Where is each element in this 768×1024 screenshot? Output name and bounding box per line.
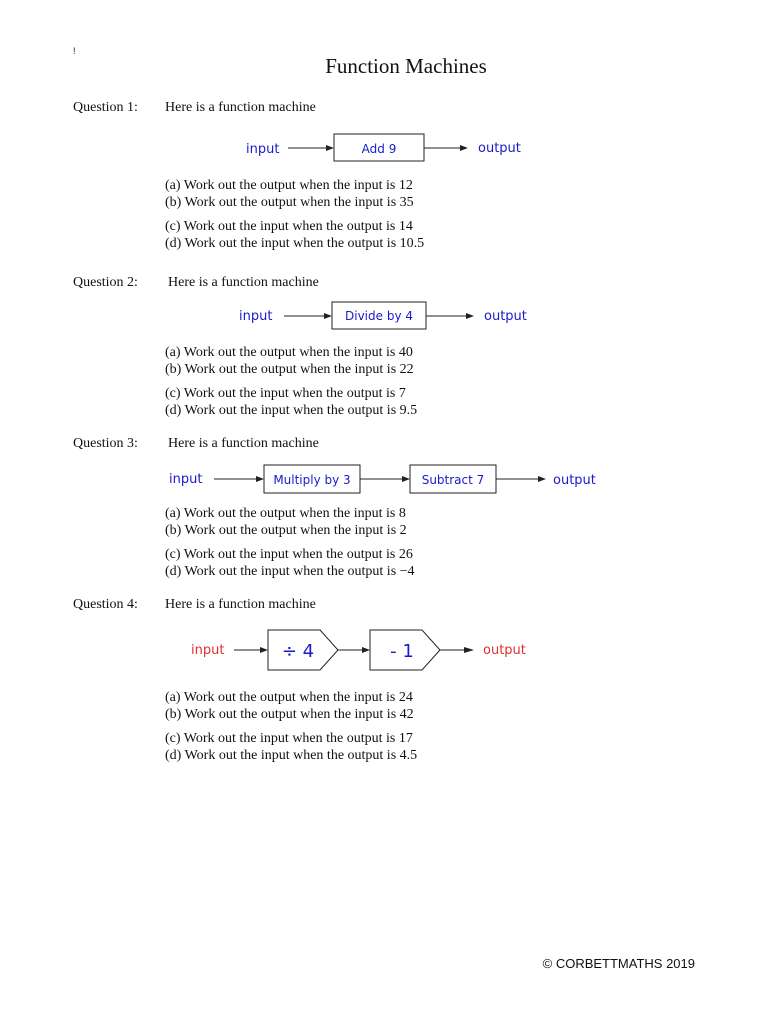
machine-input-label: input (191, 643, 225, 658)
arrow-head (362, 647, 370, 653)
question-intro: Here is a function machine (165, 100, 316, 115)
part-d: (d) Work out the input when the output is 9.5 (165, 403, 418, 418)
arrow-head (256, 476, 264, 482)
question-parts (165, 689, 417, 764)
part-b: (b) Work out the output when the input is 22 (165, 362, 414, 377)
part-d: (d) Work out the input when the output is 4.5 (165, 748, 418, 763)
machine-box-label: Add 9 (361, 142, 397, 156)
question-parts (165, 177, 424, 252)
function-machine-diagram (0, 125, 768, 185)
function-machine-diagram (0, 295, 768, 345)
arrow-head (402, 476, 410, 482)
part-c: (c) Work out the input when the output is 14 (165, 219, 413, 234)
part-a: (a) Work out the output when the input is 12 (165, 178, 413, 193)
question-intro: Here is a function machine (168, 436, 319, 451)
part-c: (c) Work out the input when the output is 7 (165, 386, 406, 401)
part-b: (b) Work out the output when the input is 2 (165, 523, 407, 538)
machine-box-label: Divide by 4 (345, 309, 413, 323)
machine-output-label: output (553, 473, 596, 488)
machine-box-label: Multiply by 3 (273, 473, 351, 487)
page-mark: ! (73, 46, 76, 56)
part-c: (c) Work out the input when the output is 26 (165, 547, 413, 562)
machine-box-label: ÷ 4 (281, 641, 315, 662)
machine-box-label: Subtract 7 (421, 473, 485, 487)
part-b: (b) Work out the output when the input is 42 (165, 707, 414, 722)
arrow-head (326, 145, 334, 151)
arrow-head (260, 647, 268, 653)
arrow-head (460, 145, 468, 151)
machine-input-label: input (239, 309, 273, 324)
page-title: Function Machines (325, 54, 487, 78)
arrow-head (466, 313, 474, 319)
question-label: Question 2: (73, 275, 138, 290)
function-machine-diagram (0, 457, 768, 507)
machine-input-label: input (246, 142, 280, 157)
question-label: Question 4: (73, 597, 138, 612)
part-c: (c) Work out the input when the output is 17 (165, 731, 413, 746)
arrow-head (464, 647, 474, 653)
machine-box-label: - 1 (390, 641, 414, 662)
part-a: (a) Work out the output when the input is 40 (165, 345, 413, 360)
question-parts (165, 344, 417, 419)
machine-input-label: input (169, 472, 203, 487)
part-a: (a) Work out the output when the input is 8 (165, 506, 406, 521)
machine-output-label: output (483, 643, 526, 658)
machine-output-label: output (478, 141, 521, 156)
question-intro: Here is a function machine (165, 597, 316, 612)
question-label: Question 3: (73, 436, 138, 451)
part-a: (a) Work out the output when the input is 24 (165, 690, 413, 705)
question-intro: Here is a function machine (168, 275, 319, 290)
part-d: (d) Work out the input when the output is −4 (165, 564, 415, 579)
arrow-head (538, 476, 546, 482)
copyright-footer: © CORBETTMATHS 2019 (542, 956, 695, 971)
part-d: (d) Work out the input when the output is 10.5 (165, 236, 425, 251)
part-b: (b) Work out the output when the input is 35 (165, 195, 414, 210)
question-parts (165, 505, 415, 580)
question-label: Question 1: (73, 100, 138, 115)
machine-output-label: output (484, 309, 527, 324)
arrow-head (324, 313, 332, 319)
function-machine-diagram (0, 622, 768, 682)
